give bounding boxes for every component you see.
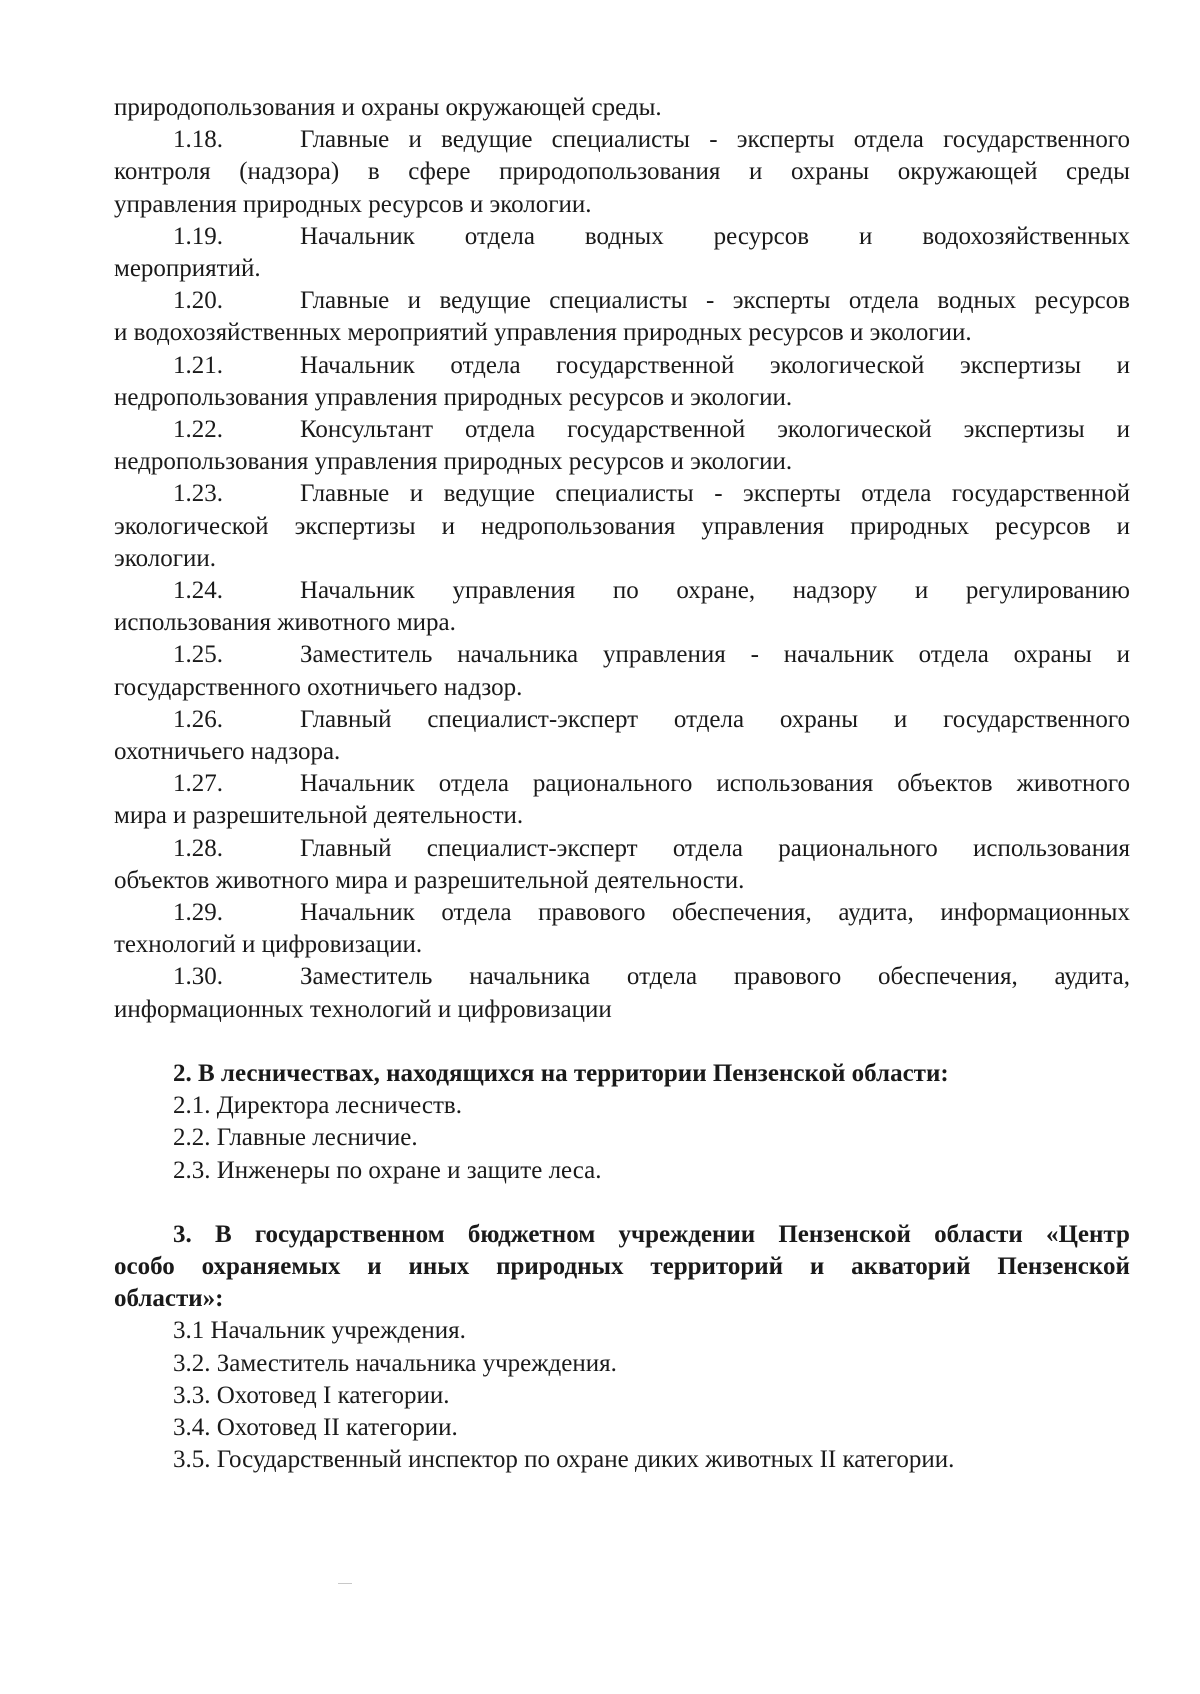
item-number: 1.24. [173, 577, 223, 605]
list-item: 3.5. Государственный инспектор по охране диких животных II категории. [173, 1446, 955, 1474]
list-item: 3.3. Охотовед I категории. [173, 1381, 450, 1409]
item-continuation-line: мероприятий. [114, 255, 261, 283]
item-text: Начальник отдела правового обеспечения, аудита, информационных [300, 899, 1130, 927]
item-first-line [114, 704, 1130, 736]
list-item [114, 414, 1130, 478]
item-first-line [114, 897, 1130, 929]
list-item: 2.3. Инженеры по охране и защите леса. [173, 1156, 602, 1184]
list-item [114, 221, 1130, 285]
item-number: 1.21. [173, 351, 223, 379]
item-continuation-line: недропользования управления природных ресурсов и экологии. [114, 383, 793, 411]
list-item: 2.1. Директора лесничеств. [173, 1092, 462, 1120]
list-item [114, 961, 1130, 1025]
item-text: Заместитель начальника управления - начальник отдела охраны и [300, 641, 1130, 669]
item-first-line [114, 414, 1130, 446]
item-number: 1.30. [173, 963, 223, 991]
item-continuation-line: контроля (надзора) в сфере природопользования и охраны окружающей среды [114, 158, 1130, 186]
item-text: Главные и ведущие специалисты - эксперты отдела водных ресурсов [300, 287, 1130, 315]
list-item: 3.2. Заместитель начальника учреждения. [173, 1349, 617, 1377]
item-text: Заместитель начальника отдела правового обеспечения, аудита, [300, 963, 1130, 991]
document-body [114, 92, 1130, 1476]
item-text: Главный специалист-эксперт отдела рационального использования [300, 834, 1130, 862]
heading-line: особо охраняемых и иных природных территорий и акваторий Пензенской [114, 1252, 1130, 1280]
list-item [114, 897, 1130, 961]
section-3-items [114, 1315, 1130, 1476]
item-continuation-line: государственного охотничьего надзор. [114, 673, 523, 701]
item-number: 1.28. [173, 834, 223, 862]
list-item [114, 478, 1130, 575]
intro-line: природопользования и охраны окружающей среды. [114, 94, 662, 121]
item-text: Главный специалист-эксперт отдела охраны и государственного [300, 705, 1130, 733]
item-text: Главные и ведущие специалисты - эксперты отдела государственного [300, 126, 1130, 154]
item-continuation-line: экологии. [114, 544, 217, 572]
list-item [114, 575, 1130, 639]
section-3-heading [114, 1219, 1130, 1316]
item-number: 1.29. [173, 899, 223, 927]
item-number: 1.26. [173, 705, 223, 733]
list-item: 3.1 Начальник учреждения. [173, 1317, 466, 1345]
item-continuation-line: охотничьего надзора. [114, 738, 341, 766]
scan-mark [338, 1583, 352, 1584]
list-item [114, 833, 1130, 897]
item-continuation-line: информационных технологий и цифровизации [114, 995, 612, 1023]
item-continuation-line: управления природных ресурсов и экологии. [114, 190, 592, 218]
list-item [114, 285, 1130, 349]
item-first-line [114, 575, 1130, 607]
item-number: 1.27. [173, 770, 223, 798]
item-first-line [114, 285, 1130, 317]
item-text: Главные и ведущие специалисты - эксперты отдела государственной [300, 480, 1130, 508]
item-text: Начальник управления по охране, надзору и регулированию [300, 577, 1130, 605]
item-continuation-line: объектов животного мира и разрешительной деятельности. [114, 866, 745, 894]
section-2-heading: 2. В лесничествах, находящихся на территории Пензенской области: [173, 1059, 949, 1087]
item-continuation-line: технологий и цифровизации. [114, 931, 423, 959]
item-text: Начальник отдела государственной экологической экспертизы и [300, 351, 1130, 379]
item-number: 1.23. [173, 480, 223, 508]
heading-line: 3. В государственном бюджетном учреждении Пензенской области «Центр [173, 1220, 1130, 1248]
item-first-line [114, 768, 1130, 800]
list-item [114, 350, 1130, 414]
list-item [114, 768, 1130, 832]
item-first-line [114, 221, 1130, 253]
heading-line: области»: [114, 1285, 224, 1313]
item-text: Начальник отдела рационального использования объектов животного [300, 770, 1130, 798]
item-continuation-line: экологической экспертизы и недропользования управления природных ресурсов и [114, 512, 1130, 540]
list-item: 3.4. Охотовед II категории. [173, 1413, 458, 1441]
item-text: Начальник отдела водных ресурсов и водохозяйственных [300, 222, 1130, 250]
list-item: 2.2. Главные лесничие. [173, 1124, 418, 1152]
item-text: Консультант отдела государственной экологической экспертизы и [300, 416, 1130, 444]
item-continuation-line: использования животного мира. [114, 609, 456, 637]
item-first-line [114, 350, 1130, 382]
item-number: 1.19. [173, 222, 223, 250]
list-item [114, 639, 1130, 703]
item-number: 1.25. [173, 641, 223, 669]
list-item [114, 124, 1130, 221]
section-gap [114, 1026, 1130, 1058]
item-continuation-line: недропользования управления природных ресурсов и экологии. [114, 448, 793, 476]
section-gap [114, 1187, 1130, 1219]
item-number: 1.18. [173, 126, 223, 154]
item-number: 1.22. [173, 416, 223, 444]
item-first-line [114, 124, 1130, 156]
item-first-line [114, 639, 1130, 671]
list-item [114, 704, 1130, 768]
item-continuation-line: мира и разрешительной деятельности. [114, 802, 524, 830]
item-first-line [114, 961, 1130, 993]
item-number: 1.20. [173, 287, 223, 315]
item-first-line [114, 478, 1130, 510]
item-continuation-line: и водохозяйственных мероприятий управления природных ресурсов и экологии. [114, 319, 972, 347]
section-1-items [114, 124, 1130, 1026]
section-2-items [114, 1090, 1130, 1187]
item-first-line [114, 833, 1130, 865]
